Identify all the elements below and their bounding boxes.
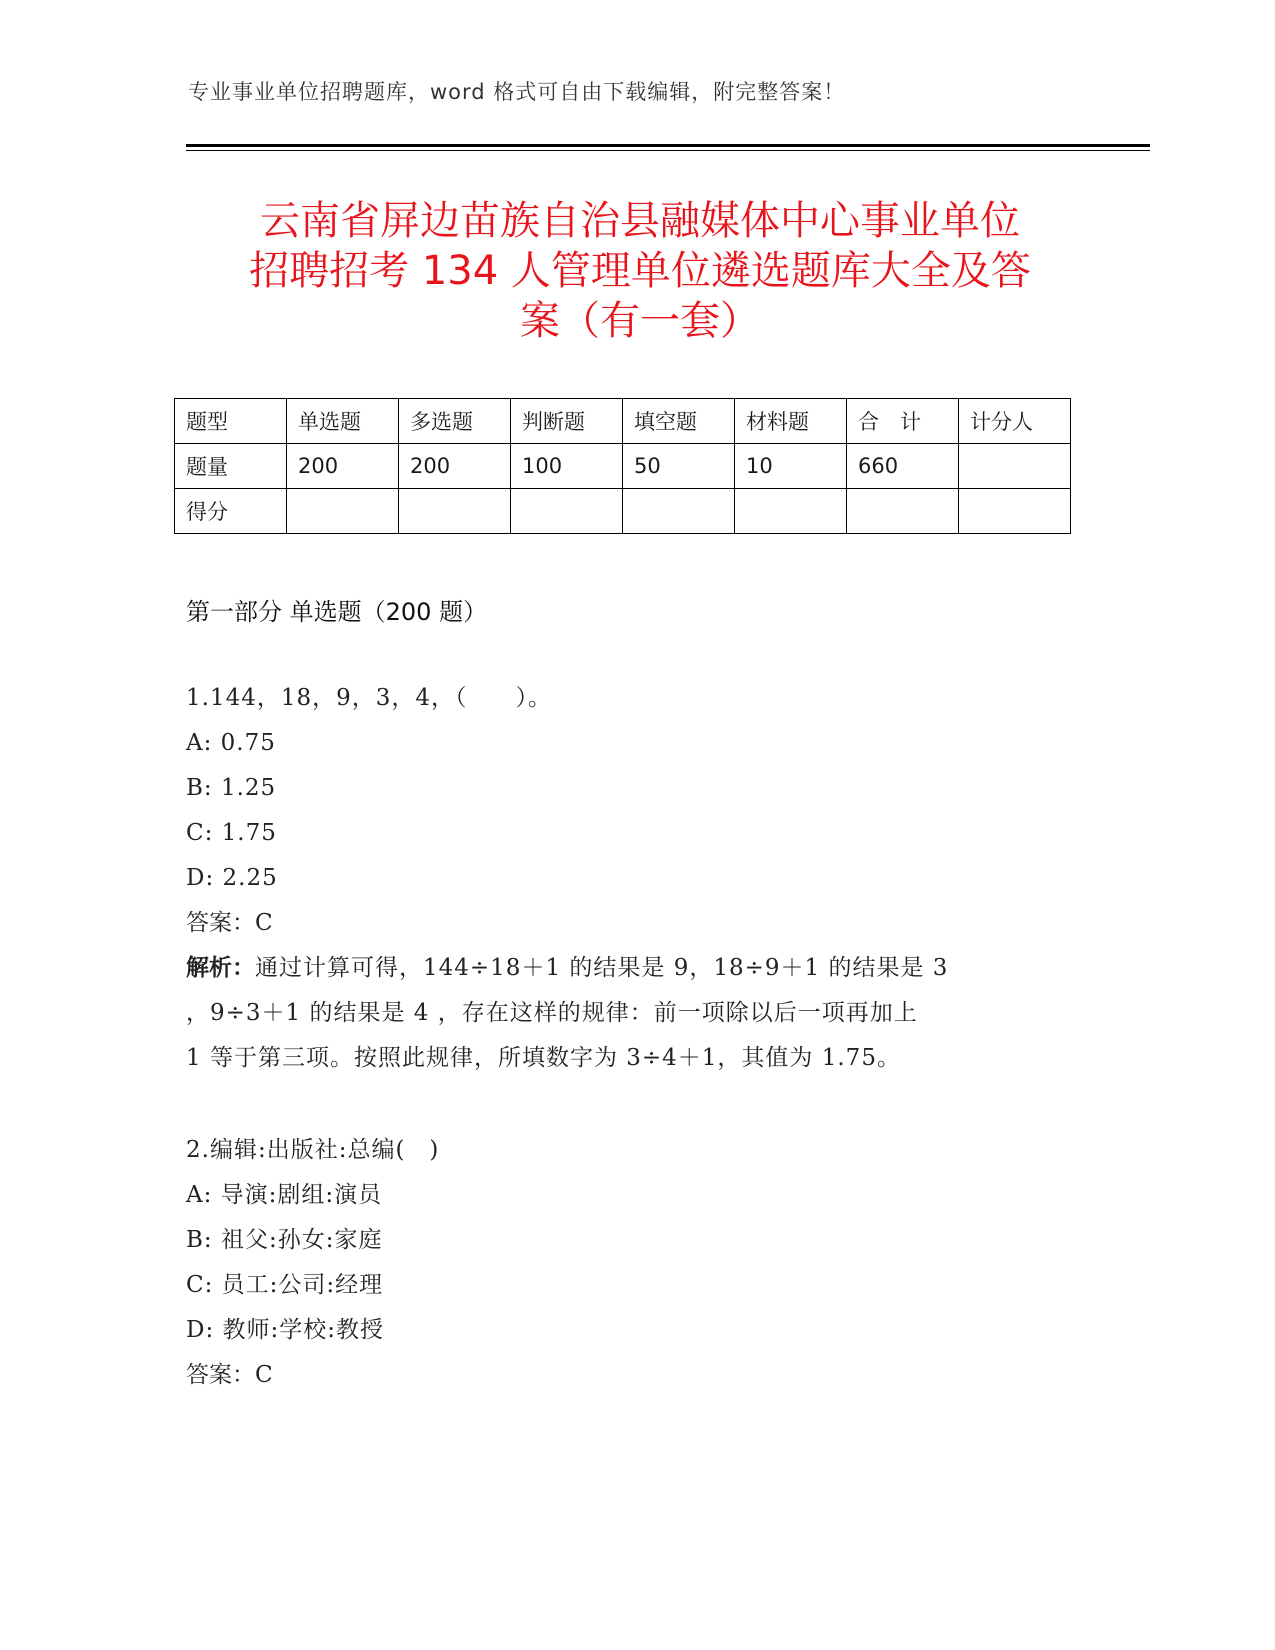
- cell-fill-blank: 填空题: [623, 399, 735, 444]
- answer-label: 答案：: [186, 1362, 255, 1388]
- analysis-label: 解析：: [186, 955, 255, 981]
- score-table: [174, 398, 1071, 534]
- title-line-2: 招聘招考 134 人管理单位遴选题库大全及答: [249, 248, 1031, 294]
- answer-line: [186, 901, 1066, 946]
- title-line-1: 云南省屏边苗族自治县融媒体中心事业单位: [260, 198, 1020, 244]
- question-1: [186, 676, 1066, 1081]
- cell-multi-choice: 多选题: [399, 399, 511, 444]
- title-line-3: 案（有一套）: [520, 298, 760, 344]
- question-stem: 2.编辑:出版社:总编( ): [186, 1137, 440, 1163]
- option-d: D: 2.25: [186, 865, 278, 891]
- cell-count-scorer: [959, 444, 1071, 489]
- option-b: B: 1.25: [186, 775, 277, 801]
- score-table-row-score: [175, 489, 1071, 534]
- document-title: [190, 196, 1090, 346]
- cell-count-fill: 50: [623, 444, 735, 489]
- cell-score-multi: [399, 489, 511, 534]
- question-stem: 1.144，18，9，3，4，（ ）。: [186, 685, 553, 711]
- cell-score-header: 得分: [175, 489, 287, 534]
- cell-score-fill: [623, 489, 735, 534]
- option-c: C: 1.75: [186, 820, 277, 846]
- answer-value: C: [255, 1362, 274, 1388]
- cell-total: 合 计: [847, 399, 959, 444]
- cell-material: 材料题: [735, 399, 847, 444]
- score-table-row-count: [175, 444, 1071, 489]
- cell-count-header: 题量: [175, 444, 287, 489]
- cell-score-single: [287, 489, 399, 534]
- cell-count-tf: 100: [511, 444, 623, 489]
- cell-count-single: 200: [287, 444, 399, 489]
- cell-count-multi: 200: [399, 444, 511, 489]
- cell-score-scorer: [959, 489, 1071, 534]
- option-a: A: 0.75: [186, 730, 276, 756]
- answer-label: 答案：: [186, 910, 255, 936]
- header-note: 专业事业单位招聘题库，word 格式可自由下载编辑，附完整答案！: [188, 80, 846, 104]
- answer-line: [186, 1353, 1066, 1398]
- analysis-line-3: 1 等于第三项。按照此规律，所填数字为 3÷4＋1，其值为 1.75。: [186, 1045, 901, 1071]
- cell-type-header: 题型: [175, 399, 287, 444]
- cell-single-choice: 单选题: [287, 399, 399, 444]
- cell-true-false: 判断题: [511, 399, 623, 444]
- cell-count-material: 10: [735, 444, 847, 489]
- cell-score-material: [735, 489, 847, 534]
- analysis-text-1: 通过计算可得，144÷18＋1 的结果是 9，18÷9＋1 的结果是 3: [255, 955, 949, 981]
- header-rule-thin: [186, 150, 1150, 151]
- option-c: C: 员工:公司:经理: [186, 1272, 384, 1298]
- cell-score-tf: [511, 489, 623, 534]
- option-d: D: 教师:学校:教授: [186, 1317, 384, 1343]
- analysis-line-2: ，9÷3＋1 的结果是 4 ，存在这样的规律：前一项除以后一项再加上: [186, 1000, 918, 1026]
- section-title: 第一部分 单选题（200 题）: [186, 598, 488, 626]
- answer-value: C: [255, 910, 274, 936]
- option-b: B: 祖父:孙女:家庭: [186, 1227, 383, 1253]
- cell-count-total: 660: [847, 444, 959, 489]
- analysis-line-1: [186, 946, 1066, 991]
- question-2: [186, 1128, 1066, 1398]
- header-rule-thick: [186, 144, 1150, 147]
- cell-score-total: [847, 489, 959, 534]
- option-a: A: 导演:剧组:演员: [186, 1182, 383, 1208]
- cell-scorer: 计分人: [959, 399, 1071, 444]
- score-table-row-type: [175, 399, 1071, 444]
